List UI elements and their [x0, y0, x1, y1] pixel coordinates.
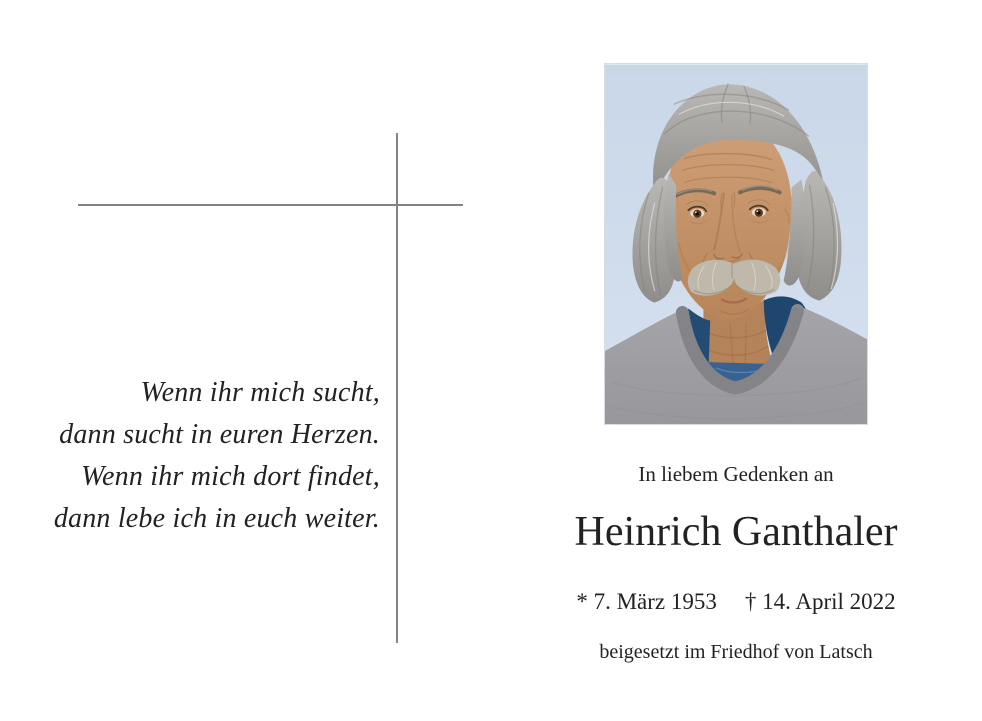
memorial-intro: In liebem Gedenken an: [638, 462, 834, 486]
life-dates: [561, 590, 911, 613]
memorial-poem: [30, 372, 380, 540]
portrait-photo: [604, 63, 868, 425]
birth-date: * 7. März 1953: [576, 589, 717, 614]
poem-line: Wenn ihr mich sucht,: [140, 377, 380, 408]
poem-line: dann sucht in euren Herzen.: [59, 419, 380, 450]
burial-info: beigesetzt im Friedhof von Latsch: [599, 641, 873, 663]
poem-line: dann lebe ich in euch weiter.: [53, 503, 380, 534]
cross-horizontal-line: [78, 204, 463, 206]
poem-line: Wenn ihr mich dort findet,: [81, 461, 380, 492]
portrait-photo-image: [605, 64, 867, 424]
cross-vertical-line: [396, 133, 398, 643]
death-date: † 14. April 2022: [744, 589, 896, 614]
deceased-name: Heinrich Ganthaler: [574, 509, 898, 555]
